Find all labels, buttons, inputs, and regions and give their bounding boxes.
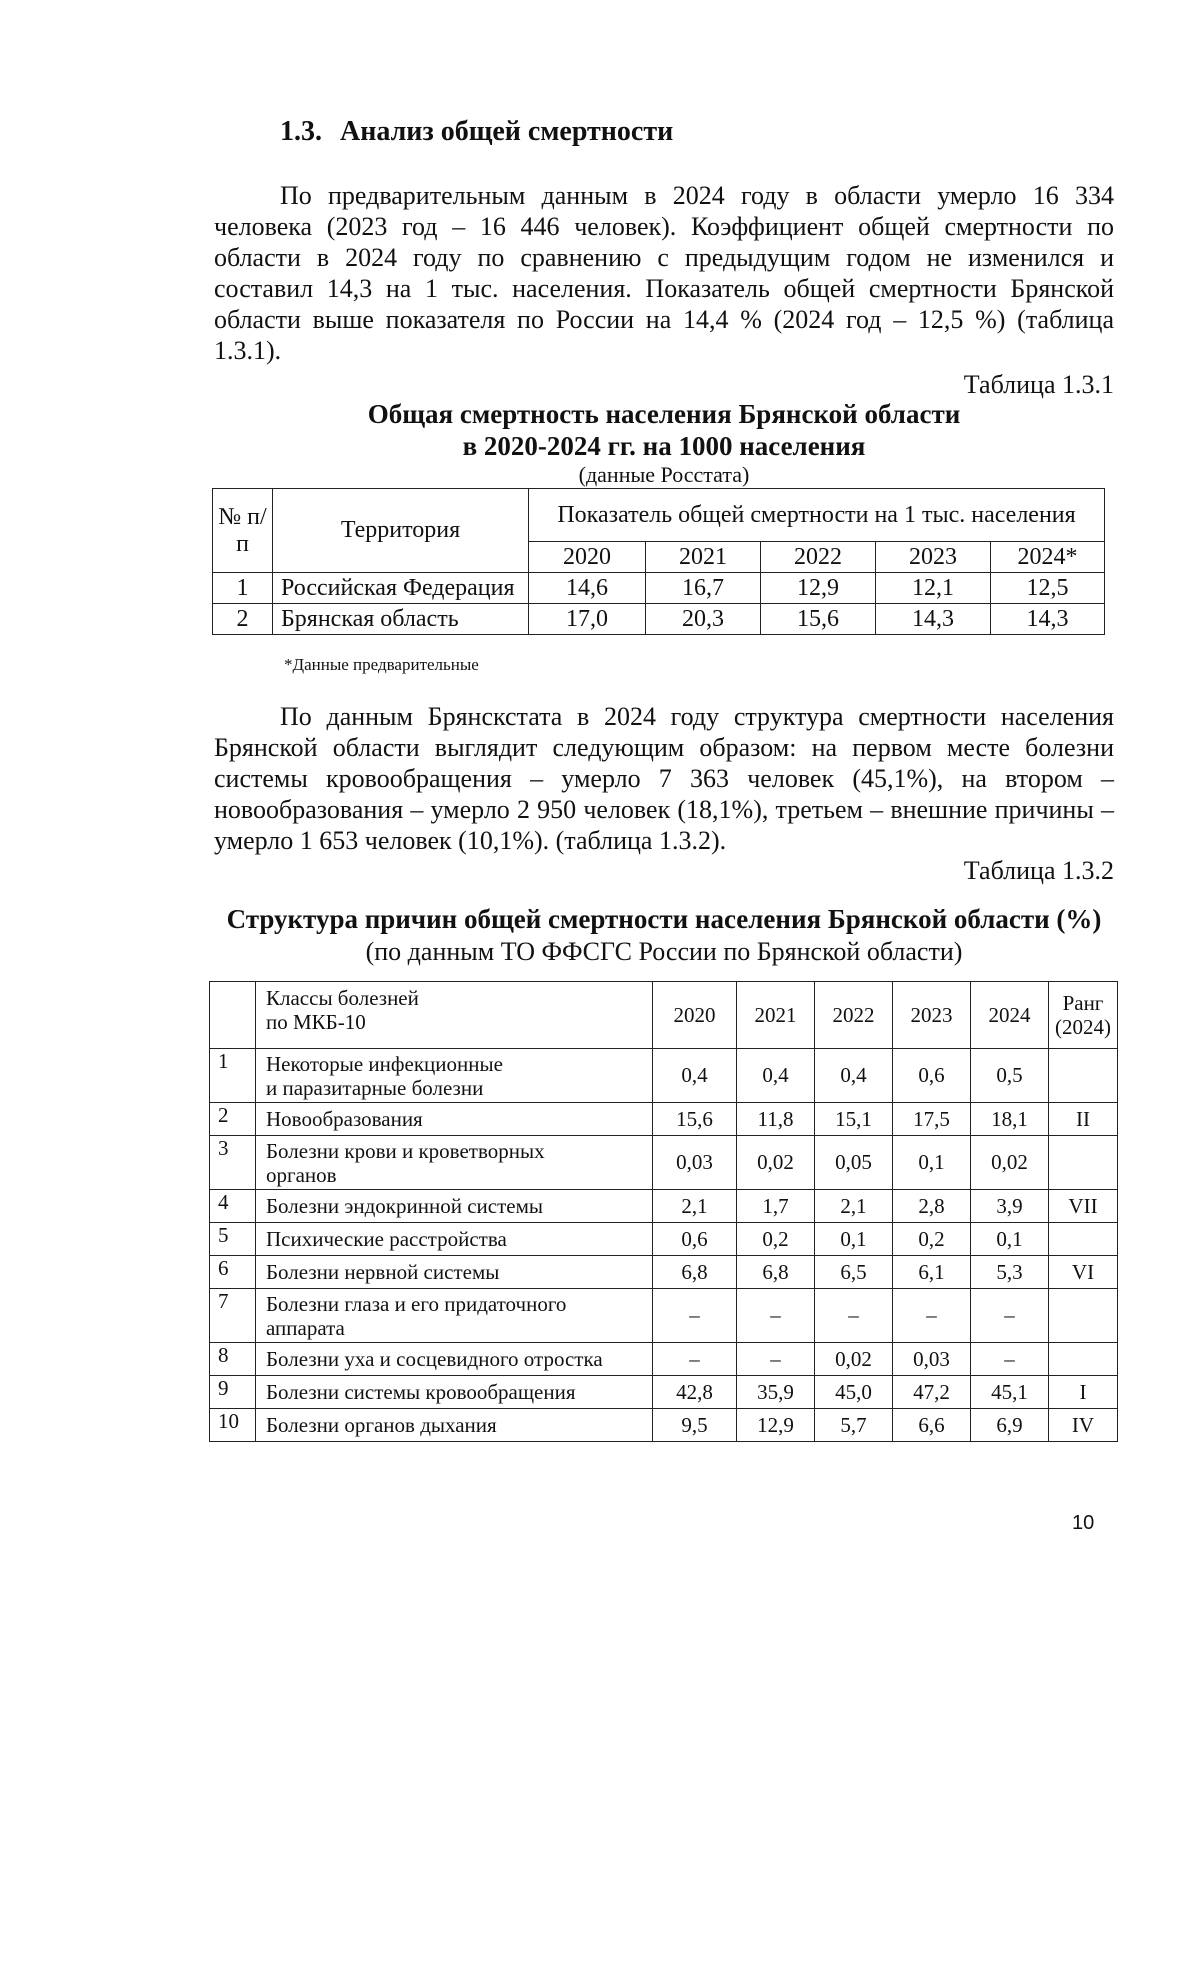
row-value: – [815, 1289, 893, 1343]
row-value: 1,7 [737, 1190, 815, 1223]
row-value: 12,9 [737, 1409, 815, 1442]
row-value: 14,3 [876, 604, 991, 635]
row-value: 16,7 [646, 573, 761, 604]
header-year: 2021 [737, 982, 815, 1049]
paragraph-mortality-structure: По данным Брянскстата в 2024 году структура смертности населения Брянской области выглядит следующим образом: на первом месте болезни системы кровообращения – умерло 7 363 человек (45,1%), на втором – новообразования – умерло 2 950 человек (18,1%), третьем – внешние причины – умерло 1 653 человек (10,1%). (таблица 1.3.2). [214, 702, 1114, 855]
row-number: 5 [210, 1223, 256, 1256]
row-value: 12,5 [991, 573, 1105, 604]
table-2-title: Структура причин общей смертности населения Брянской области (%) [226, 904, 1102, 934]
table-1-title-line1: Общая смертность населения Брянской области [367, 399, 961, 429]
row-number: 6 [210, 1256, 256, 1289]
row-disease-class [256, 1136, 653, 1190]
row-value: – [737, 1289, 815, 1343]
row-value: 9,5 [653, 1409, 737, 1442]
row-rank: II [1049, 1103, 1118, 1136]
row-value: – [653, 1343, 737, 1376]
row-disease-class [256, 1343, 653, 1376]
row-value: 0,02 [737, 1136, 815, 1190]
row-number: 2 [210, 1103, 256, 1136]
row-value: 12,1 [876, 573, 991, 604]
header-disease-class [256, 982, 653, 1049]
row-rank [1049, 1049, 1118, 1103]
row-value: 0,03 [653, 1136, 737, 1190]
table-row [210, 1103, 1118, 1136]
header-territory: Территория [273, 489, 529, 573]
row-class-line1: Болезни нервной системы [266, 1260, 500, 1284]
row-value: 0,2 [737, 1223, 815, 1256]
header-num: № п/п [213, 489, 273, 573]
row-rank [1049, 1343, 1118, 1376]
row-class-line1: Болезни крови и кроветворных [266, 1138, 545, 1163]
table-row [213, 573, 1105, 604]
row-disease-class [256, 1256, 653, 1289]
row-value: 47,2 [893, 1376, 971, 1409]
row-value: 0,4 [815, 1049, 893, 1103]
row-class-line1: Новообразования [266, 1107, 423, 1131]
row-value: 0,02 [971, 1136, 1049, 1190]
row-class-line2: аппарата [266, 1315, 345, 1340]
header-rank-line2: (2024) [1055, 1015, 1111, 1039]
row-value: 6,8 [653, 1256, 737, 1289]
paragraph-mortality-summary: По предварительным данным в 2024 году в области умерло 16 334 человека (2023 год – 16 446 человек). Коэффициент общей смертности по области в 2024 году по сравнению с предыдущим годом не изменился и составил 14,3 на 1 тыс. населения. Показатель общей смертности Брянской области выше показателя по России на 14,4 % (2024 год – 12,5 %) (таблица 1.3.1). [214, 181, 1114, 365]
row-rank [1049, 1136, 1118, 1190]
header-indicator: Показатель общей смертности на 1 тыс. населения [529, 489, 1105, 542]
row-value: 0,1 [971, 1223, 1049, 1256]
row-value: – [971, 1343, 1049, 1376]
row-class-line1: Психические расстройства [266, 1227, 507, 1251]
row-disease-class [256, 1103, 653, 1136]
row-disease-class [256, 1223, 653, 1256]
row-class-line1: Некоторые инфекционные [266, 1051, 503, 1076]
row-value: 17,0 [529, 604, 646, 635]
table-general-mortality [212, 488, 1105, 635]
table-1-caption: Таблица 1.3.1 [963, 370, 1114, 399]
row-class-line2: и паразитарные болезни [266, 1075, 484, 1100]
table-mortality-causes [209, 981, 1118, 1442]
row-class-line1: Болезни глаза и его придаточного [266, 1291, 567, 1316]
table-row [210, 1343, 1118, 1376]
row-value: 11,8 [737, 1103, 815, 1136]
header-year: 2023 [876, 542, 991, 573]
row-number: 9 [210, 1376, 256, 1409]
row-value: 5,3 [971, 1256, 1049, 1289]
row-value: 0,6 [893, 1049, 971, 1103]
row-value: 45,1 [971, 1376, 1049, 1409]
table-1-title-line2: в 2020-2024 гг. на 1000 населения [462, 431, 866, 461]
header-year: 2024 [971, 982, 1049, 1049]
header-rank-line1: Ранг [1062, 991, 1104, 1015]
header-year: 2024* [991, 542, 1105, 573]
row-value: – [737, 1343, 815, 1376]
row-value: 45,0 [815, 1376, 893, 1409]
row-value: 42,8 [653, 1376, 737, 1409]
row-value: 0,02 [815, 1343, 893, 1376]
row-value: 5,7 [815, 1409, 893, 1442]
row-number: 7 [210, 1289, 256, 1343]
table-2-source: (по данным ТО ФФСГС России по Брянской области) [365, 937, 963, 966]
table-row [210, 1409, 1118, 1442]
table-row [210, 1190, 1118, 1223]
row-value: 15,1 [815, 1103, 893, 1136]
table-row [210, 1376, 1118, 1409]
row-disease-class [256, 1409, 653, 1442]
table-2-body [210, 1049, 1118, 1442]
row-value: 6,6 [893, 1409, 971, 1442]
table-row [210, 1049, 1118, 1103]
row-value: 6,8 [737, 1256, 815, 1289]
section-number: 1.3. [280, 116, 322, 147]
header-year: 2020 [529, 542, 646, 573]
row-value: 2,8 [893, 1190, 971, 1223]
row-value: 0,4 [737, 1049, 815, 1103]
row-value: 14,3 [991, 604, 1105, 635]
header-rank [1049, 982, 1118, 1049]
row-value: 15,6 [761, 604, 876, 635]
table-1-footnote: *Данные предварительные [284, 655, 479, 674]
row-value: 0,1 [893, 1136, 971, 1190]
page-number: 10 [1072, 1512, 1095, 1534]
row-number: 8 [210, 1343, 256, 1376]
table-row [210, 1136, 1118, 1190]
table-2-caption: Таблица 1.3.2 [963, 856, 1114, 885]
row-value: 14,6 [529, 573, 646, 604]
row-class-line1: Болезни уха и сосцевидного отростка [266, 1347, 603, 1371]
section-heading [280, 116, 673, 148]
row-disease-class [256, 1049, 653, 1103]
row-value: – [653, 1289, 737, 1343]
row-disease-class [256, 1376, 653, 1409]
row-value: – [893, 1289, 971, 1343]
header-class-line2: по МКБ-10 [266, 1010, 366, 1034]
row-value: 2,1 [815, 1190, 893, 1223]
row-class-line1: Болезни системы кровообращения [266, 1380, 576, 1404]
row-territory: Брянская область [273, 604, 529, 635]
header-year: 2021 [646, 542, 761, 573]
row-value: 0,05 [815, 1136, 893, 1190]
table-1-title [214, 398, 1114, 462]
row-disease-class [256, 1190, 653, 1223]
row-rank [1049, 1289, 1118, 1343]
row-value: 15,6 [653, 1103, 737, 1136]
row-value: 3,9 [971, 1190, 1049, 1223]
table-row [213, 604, 1105, 635]
row-rank: VI [1049, 1256, 1118, 1289]
row-value: 0,4 [653, 1049, 737, 1103]
row-rank: VII [1049, 1190, 1118, 1223]
row-value: 17,5 [893, 1103, 971, 1136]
header-year: 2022 [761, 542, 876, 573]
table-row [210, 1256, 1118, 1289]
row-value: 0,2 [893, 1223, 971, 1256]
row-disease-class [256, 1289, 653, 1343]
row-value: 2,1 [653, 1190, 737, 1223]
row-value: 6,1 [893, 1256, 971, 1289]
header-num-empty [210, 982, 256, 1049]
row-number: 1 [213, 573, 273, 604]
row-rank: IV [1049, 1409, 1118, 1442]
row-value: 12,9 [761, 573, 876, 604]
row-value: 0,1 [815, 1223, 893, 1256]
row-number: 3 [210, 1136, 256, 1190]
row-class-line1: Болезни органов дыхания [266, 1413, 497, 1437]
row-class-line2: органов [266, 1162, 337, 1187]
row-number: 4 [210, 1190, 256, 1223]
row-number: 1 [210, 1049, 256, 1103]
table-header-row [213, 489, 1105, 542]
row-class-line1: Болезни эндокринной системы [266, 1194, 543, 1218]
row-number: 2 [213, 604, 273, 635]
header-year: 2022 [815, 982, 893, 1049]
header-year: 2020 [653, 982, 737, 1049]
row-rank: I [1049, 1376, 1118, 1409]
table-header-row [210, 982, 1118, 1049]
table-row [210, 1223, 1118, 1256]
row-value: 0,03 [893, 1343, 971, 1376]
row-value: 0,6 [653, 1223, 737, 1256]
row-value: 18,1 [971, 1103, 1049, 1136]
row-value: 6,9 [971, 1409, 1049, 1442]
header-class-line1: Классы болезней [266, 986, 419, 1010]
header-year: 2023 [893, 982, 971, 1049]
section-title: Анализ общей смертности [340, 116, 674, 147]
row-value: 35,9 [737, 1376, 815, 1409]
row-rank [1049, 1223, 1118, 1256]
row-value: 6,5 [815, 1256, 893, 1289]
table-1-source: (данные Росстата) [578, 462, 750, 487]
row-value: – [971, 1289, 1049, 1343]
row-number: 10 [210, 1409, 256, 1442]
table-row [210, 1289, 1118, 1343]
row-value: 0,5 [971, 1049, 1049, 1103]
row-value: 20,3 [646, 604, 761, 635]
row-territory: Российская Федерация [273, 573, 529, 604]
